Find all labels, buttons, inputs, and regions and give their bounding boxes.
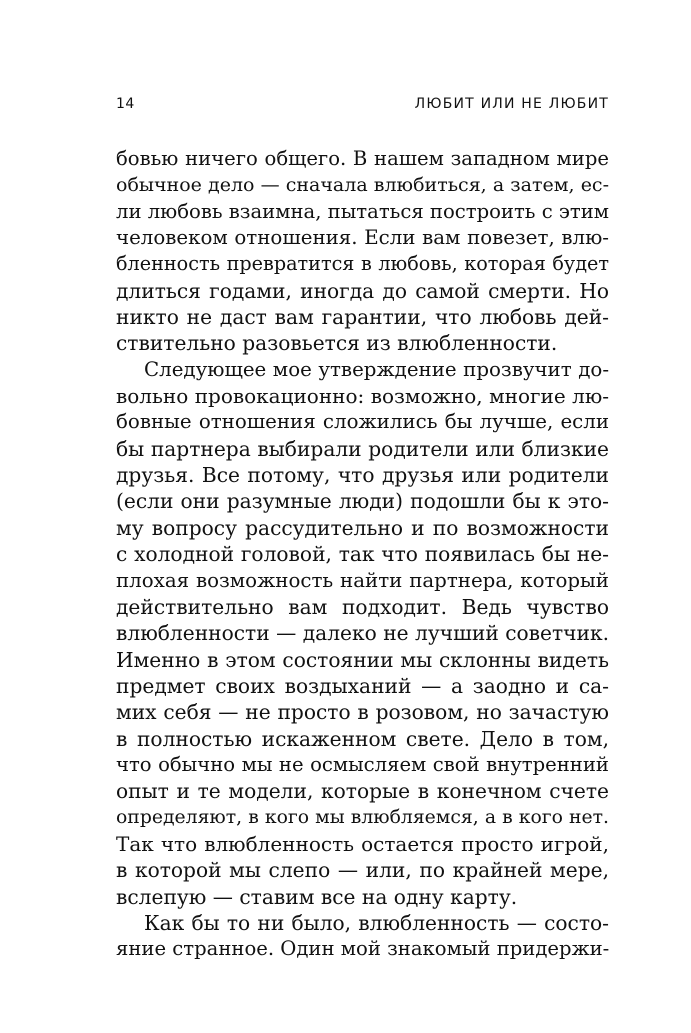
- text-line: вслепую — ставим все на одну карту.: [116, 884, 518, 909]
- text-line: длиться годами, иногда до самой смерти. Но: [116, 278, 609, 303]
- text-line: предмет своих воздыханий — а заодно и са-: [116, 673, 609, 698]
- body-text: [116, 146, 609, 963]
- text-line: обычное дело — сначала влюбиться, а затем, ес-: [116, 174, 609, 197]
- running-title: ЛЮБИТ ИЛИ НЕ ЛЮБИТ: [414, 96, 609, 112]
- text-line: бы партнера выбирали родители или близкие: [116, 436, 609, 461]
- text-line: друзья. Все потому, что друзья или родители: [116, 463, 609, 488]
- text-line: в полностью искаженном свете. Дело в том,: [116, 726, 609, 751]
- text-line: в которой мы слепо — или, по крайней мере,: [116, 858, 609, 883]
- text-line: Так что влюбленность остается просто игрой,: [116, 831, 609, 856]
- text-line: никто не даст вам гарантии, что любовь дей-: [116, 305, 609, 330]
- paragraph: [116, 357, 609, 910]
- page-number: 14: [116, 96, 135, 112]
- text-line: определяют, в кого мы влюбляемся, а в кого нет.: [116, 806, 609, 828]
- text-line: ли любовь взаимна, пытаться построить с этим: [116, 199, 610, 223]
- text-line: му вопросу рассудительно и по возможности: [116, 515, 609, 540]
- text-line: мих себя — не просто в розовом, но зачастую: [116, 700, 609, 725]
- text-line: Именно в этом состоянии мы склонны видеть: [116, 647, 609, 672]
- text-line: влюбленности — далеко не лучший советчик.: [116, 621, 609, 646]
- text-line: человеком отношения. Если вам повезет, влю-: [116, 226, 609, 250]
- text-line: опыт и те модели, которые в конечном счете: [116, 779, 609, 804]
- text-line: Как бы то ни было, влюбленность — состо-: [144, 910, 609, 935]
- text-line: яние странное. Один мой знакомый придержи-: [116, 937, 610, 961]
- text-line: бовью ничего общего. В нашем западном мире: [116, 147, 609, 170]
- text-line: вольно провокационно: возможно, многие лю-: [116, 384, 609, 409]
- text-line: действительно вам подходит. Ведь чувство: [116, 594, 609, 619]
- text-line: ствительно разовьется из влюбленности.: [116, 331, 558, 356]
- text-line: плохая возможность найти партнера, который: [116, 568, 609, 592]
- text-line: с холодной головой, так что появилась бы не-: [116, 542, 609, 567]
- text-line: бовные отношения сложились бы лучше, если: [116, 410, 609, 434]
- text-line: бленность превратится в любовь, которая будет: [116, 252, 609, 276]
- text-line: что обычно мы не осмысляем свой внутренний: [116, 752, 609, 776]
- paragraph: [116, 910, 609, 963]
- text-line: (если они разумные люди) подошли бы к это-: [116, 489, 609, 514]
- running-head: [116, 96, 609, 118]
- text-line: Следующее мое утверждение прозвучит до-: [144, 357, 609, 381]
- paragraph: [116, 146, 609, 357]
